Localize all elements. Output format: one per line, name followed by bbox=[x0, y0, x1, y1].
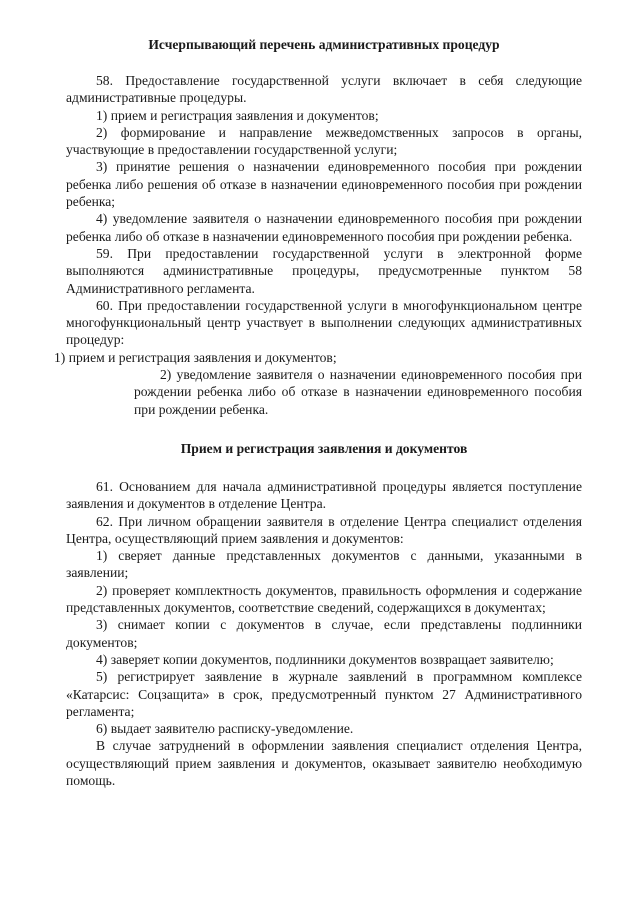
list-item-62-6: 6) выдает заявителю расписку-уведомление. bbox=[96, 721, 354, 737]
paragraph-59: 59. При предоставлении государственной услуги в электронной форме выполняются административные процедуры, предусмотренные пунктом 58 Административного регламента. bbox=[66, 245, 582, 296]
list-item-58-2: 2) формирование и направление межведомственных запросов в органы, участвующие в предоставлении государственной услуги; bbox=[66, 124, 582, 158]
list-item-58-1: 1) прием и регистрация заявления и документов; bbox=[96, 107, 379, 123]
list-item-62-4: 4) заверяет копии документов, подлинники документов возвращает заявителю; bbox=[96, 651, 554, 667]
list-item-62-5: 5) регистрирует заявление в журнале заявлений в программном комплексе «Катарсис: Соцзащита» в срок, предусмотренный пунктом 27 Административного регламента; bbox=[66, 669, 582, 719]
list-item-60-2: 2) уведомление заявителя о назначении единовременного пособия при рождении ребенка либо об отказе в назначении единовременного пособия при рождении ребенка. bbox=[134, 367, 582, 417]
paragraph-58: 58. Предоставление государственной услуги включает в себя следующие административные процедуры. bbox=[66, 73, 582, 106]
list-item-58-3: 3) принятие решения о назначении единовременного пособия при рождении ребенка либо решения об отказе в назначении единовременного пособия при рождении ребенка; bbox=[66, 159, 582, 210]
list-item-62-3: 3) снимает копии с документов в случае, если представлены подлинники документов; bbox=[66, 617, 582, 650]
paragraph-assistance: В случае затруднений в оформлении заявления специалист отделения Центра, осуществляющий прием заявления и документов, оказывает заявителю необходимую помощь. bbox=[66, 738, 582, 788]
section-title-reception: Прием и регистрация заявления и документов bbox=[180, 440, 468, 456]
section-title-procedures: Исчерпывающий перечень административных процедур bbox=[148, 37, 500, 52]
paragraph-60: 60. При предоставлении государственной услуги в многофункциональном центре многофункциональный центр участвует в выполнении следующих административных процедур: bbox=[66, 297, 582, 348]
paragraph-62: 62. При личном обращении заявителя в отделение Центра специалист отделения Центра, осуществляющий прием заявления и документов: bbox=[66, 513, 582, 546]
paragraph-61: 61. Основанием для начала административной процедуры является поступление заявления и документов в отделение Центра. bbox=[66, 478, 582, 512]
list-item-62-2: 2) проверяет комплектность документов, правильность оформления и содержание представленных документов, соответствие сведений, содержащихся в документах; bbox=[66, 582, 582, 616]
list-item-58-4: 4) уведомление заявителя о назначении единовременного пособия при рождении ребенка либо об отказе в назначении единовременного пособия при рождении ребенка. bbox=[66, 211, 582, 244]
list-item-62-1: 1) сверяет данные представленных документов с данными, указанными в заявлении; bbox=[66, 548, 582, 581]
list-item-60-1: 1) прием и регистрация заявления и документов; bbox=[54, 349, 337, 365]
